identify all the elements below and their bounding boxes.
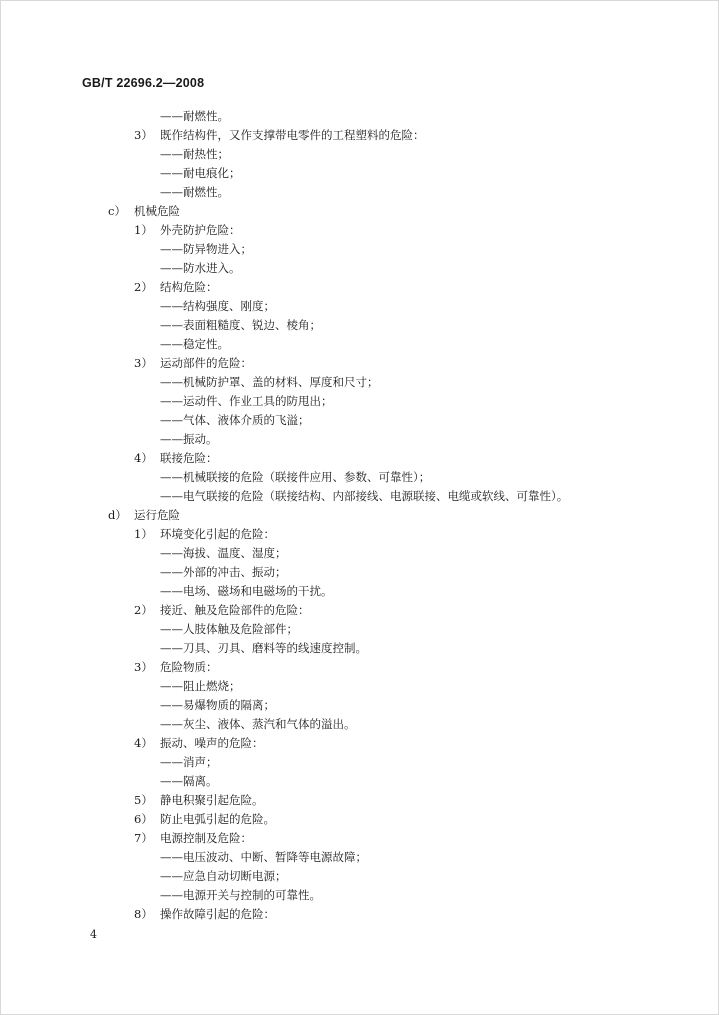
list-item (0, 354, 719, 373)
line-text: ——人肢体触及危险部件； (160, 622, 298, 636)
page-number: 4 (90, 928, 97, 941)
list-marker: c） (108, 204, 126, 218)
bullet-item (0, 620, 719, 639)
line-text: 外壳防护危险： (160, 223, 241, 237)
list-marker: 6） (134, 812, 153, 826)
line-text: ——消声； (160, 755, 218, 769)
list-marker: 2） (134, 603, 153, 617)
list-marker: 3） (134, 356, 153, 370)
bullet-item (0, 240, 719, 259)
bullet-item (0, 677, 719, 696)
line-text: ——防水进入。 (160, 261, 241, 275)
bullet-item (0, 582, 719, 601)
line-text: 环境变化引起的危险： (160, 527, 275, 541)
standard-number-header: GB/T 22696.2—2008 (82, 76, 205, 90)
list-item (0, 791, 719, 810)
list-item (0, 126, 719, 145)
line-text: 静电积聚引起危险。 (160, 793, 264, 807)
bullet-item (0, 487, 719, 506)
bullet-item (0, 297, 719, 316)
line-text: 危险物质： (160, 660, 218, 674)
bullet-item (0, 639, 719, 658)
section-heading (0, 506, 719, 525)
line-text: ——运动件、作业工具的防甩出； (160, 394, 333, 408)
line-text: ——机械防护罩、盖的材料、厚度和尺寸； (160, 375, 379, 389)
list-item (0, 734, 719, 753)
line-text: ——刀具、刃具、磨料等的线速度控制。 (160, 641, 367, 655)
line-text: ——振动。 (160, 432, 218, 446)
bullet-item (0, 468, 719, 487)
bullet-item (0, 696, 719, 715)
line-text: 联接危险： (160, 451, 218, 465)
line-text: ——外部的冲击、振动； (160, 565, 287, 579)
line-text: ——海拔、温度、湿度； (160, 546, 287, 560)
line-text: 运动部件的危险： (160, 356, 252, 370)
list-marker: 2） (134, 280, 153, 294)
list-marker: 8） (134, 907, 153, 921)
bullet-item (0, 867, 719, 886)
line-text: ——电场、磁场和电磁场的干扰。 (160, 584, 333, 598)
line-text: ——耐热性； (160, 147, 229, 161)
line-text: ——阻止燃烧； (160, 679, 241, 693)
line-text: ——电压波动、中断、暂降等电源故障； (160, 850, 367, 864)
bullet-item (0, 753, 719, 772)
list-item (0, 601, 719, 620)
list-item (0, 829, 719, 848)
line-text: ——表面粗糙度、锐边、棱角； (160, 318, 321, 332)
list-marker: 3） (134, 660, 153, 674)
bullet-item (0, 259, 719, 278)
line-text: ——易爆物质的隔离； (160, 698, 275, 712)
line-text: 电源控制及危险： (160, 831, 252, 845)
bullet-item (0, 107, 719, 126)
line-text: 既作结构件，又作支撑带电零件的工程塑料的危险： (160, 128, 425, 142)
list-marker: 3） (134, 128, 153, 142)
line-text: 机械危险 (134, 204, 180, 218)
list-marker: 5） (134, 793, 153, 807)
list-item (0, 221, 719, 240)
bullet-item (0, 772, 719, 791)
line-text: ——气体、液体介质的飞溢； (160, 413, 310, 427)
line-text: 运行危险 (134, 508, 180, 522)
line-text: 操作故障引起的危险： (160, 907, 275, 921)
line-text: ——结构强度、刚度； (160, 299, 275, 313)
document-body (0, 107, 719, 924)
bullet-item (0, 164, 719, 183)
bullet-item (0, 848, 719, 867)
section-heading (0, 202, 719, 221)
list-item (0, 449, 719, 468)
list-item (0, 525, 719, 544)
line-text: ——耐电痕化； (160, 166, 241, 180)
bullet-item (0, 715, 719, 734)
list-marker: 4） (134, 451, 153, 465)
list-marker: 1） (134, 527, 153, 541)
bullet-item (0, 430, 719, 449)
bullet-item (0, 563, 719, 582)
bullet-item (0, 316, 719, 335)
bullet-item (0, 373, 719, 392)
bullet-item (0, 335, 719, 354)
bullet-item (0, 411, 719, 430)
line-text: ——灰尘、液体、蒸汽和气体的溢出。 (160, 717, 356, 731)
list-marker: d） (108, 508, 127, 522)
list-item (0, 278, 719, 297)
list-marker: 7） (134, 831, 153, 845)
line-text: ——应急自动切断电源； (160, 869, 287, 883)
line-text: ——机械联接的危险（联接件应用、参数、可靠性）； (160, 470, 431, 484)
line-text: ——耐燃性。 (160, 109, 229, 123)
line-text: ——隔离。 (160, 774, 218, 788)
line-text: ——电源开关与控制的可靠性。 (160, 888, 321, 902)
line-text: ——耐燃性。 (160, 185, 229, 199)
bullet-item (0, 145, 719, 164)
line-text: 振动、噪声的危险： (160, 736, 264, 750)
bullet-item (0, 392, 719, 411)
list-item (0, 810, 719, 829)
list-marker: 1） (134, 223, 153, 237)
line-text: 接近、触及危险部件的危险： (160, 603, 310, 617)
line-text: ——防异物进入； (160, 242, 252, 256)
line-text: 防止电弧引起的危险。 (160, 812, 275, 826)
bullet-item (0, 544, 719, 563)
bullet-item (0, 886, 719, 905)
line-text: ——电气联接的危险（联接结构、内部接线、电源联接、电缆或软线、可靠性）。 (160, 489, 569, 503)
list-marker: 4） (134, 736, 153, 750)
list-item (0, 905, 719, 924)
bullet-item (0, 183, 719, 202)
line-text: 结构危险： (160, 280, 218, 294)
line-text: ——稳定性。 (160, 337, 229, 351)
list-item (0, 658, 719, 677)
